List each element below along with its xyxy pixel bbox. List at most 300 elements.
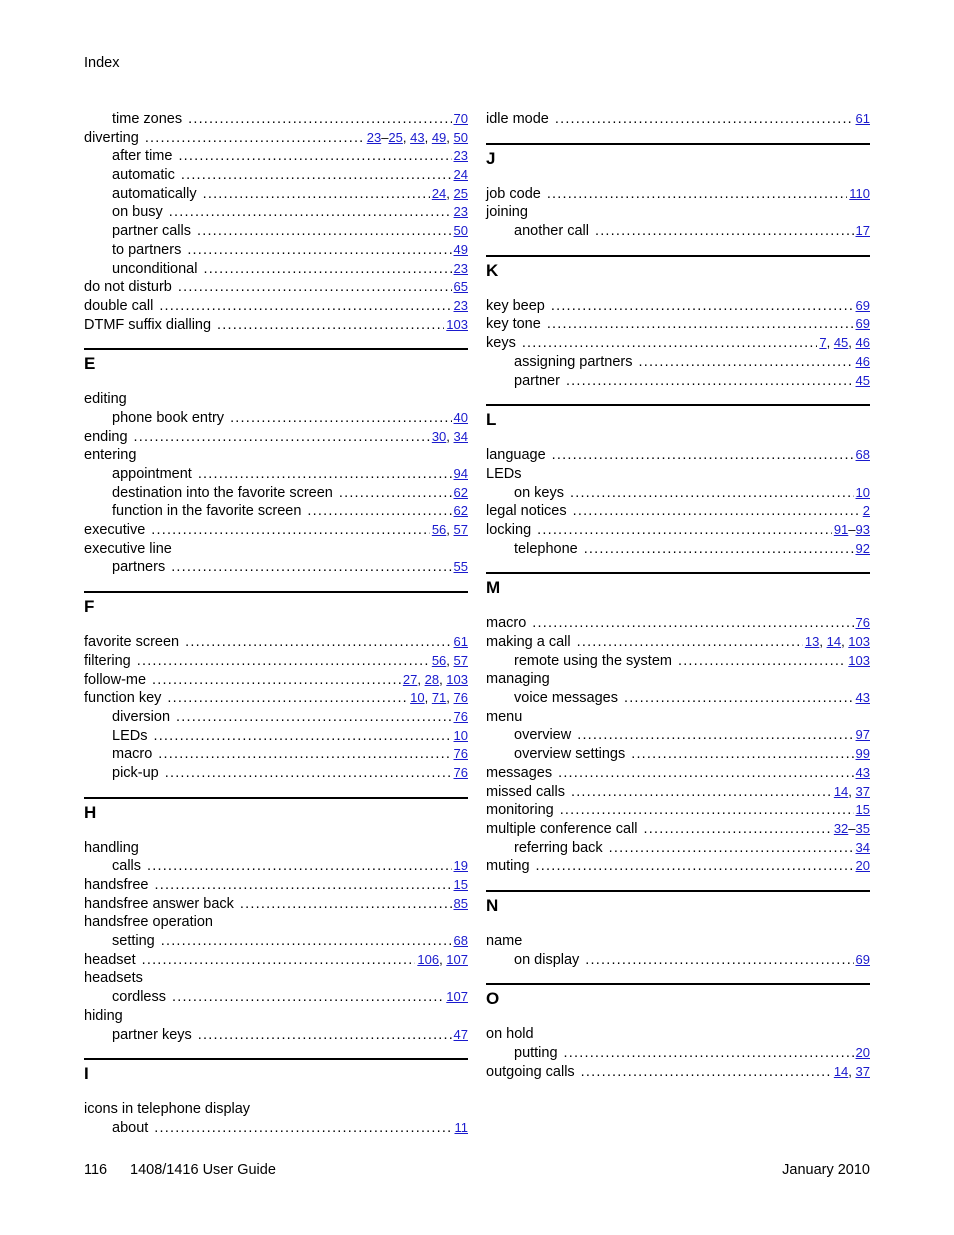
page-link[interactable]: 106 [417, 951, 440, 967]
page-link[interactable]: 14 [826, 634, 842, 649]
page-link[interactable]: 19 [453, 858, 468, 874]
section-heading [486, 572, 870, 614]
dot-leader [566, 372, 854, 391]
index-term: menu [486, 708, 523, 725]
page-link[interactable]: 103 [446, 316, 468, 332]
page-link[interactable]: 14 [833, 783, 849, 799]
page-link[interactable]: 62 [453, 484, 468, 500]
page-refs [863, 502, 870, 521]
index-term: muting [486, 858, 530, 875]
index-entry [486, 614, 870, 633]
index-term: macro [112, 746, 153, 763]
index-term: after time [112, 148, 173, 165]
page-refs [454, 502, 468, 521]
dot-leader [564, 1044, 854, 1063]
page-link[interactable]: 69 [855, 951, 870, 967]
page-link[interactable]: 37 [855, 1063, 870, 1079]
index-subentry [84, 857, 468, 876]
index-section-f [84, 591, 468, 783]
index-term: headset [84, 951, 136, 968]
page-refs [417, 951, 468, 970]
index-term: keys [486, 335, 516, 352]
page-link[interactable]: 43 [855, 690, 870, 706]
section-heading [486, 890, 870, 932]
index-subentry [84, 1026, 468, 1045]
page-refs [856, 540, 870, 559]
page-separator: , [446, 428, 454, 444]
index-subentry [486, 372, 870, 391]
index-subentry [486, 1044, 870, 1063]
page-link[interactable]: 17 [855, 223, 870, 239]
dot-leader [532, 614, 853, 633]
index-term: idle mode [486, 111, 549, 127]
page-link[interactable]: 23 [366, 129, 382, 145]
index-term: LEDs [486, 465, 522, 482]
dot-leader [134, 428, 430, 447]
index-term: on display [514, 951, 580, 968]
index-subentry [84, 764, 468, 783]
dot-leader [570, 484, 854, 503]
section-letter: M [486, 578, 501, 598]
index-entry [84, 652, 468, 671]
index-entry [84, 390, 468, 409]
page-separator: , [848, 783, 856, 799]
index-entries [486, 110, 870, 129]
page-link[interactable]: 103 [446, 671, 468, 687]
index-entry [84, 316, 468, 335]
page-link[interactable]: 34 [855, 839, 870, 855]
index-entry [84, 633, 468, 652]
page-link[interactable]: 68 [453, 933, 468, 949]
index-entry [486, 110, 870, 129]
page-link[interactable]: 24 [431, 185, 447, 201]
page-link[interactable]: 15 [855, 802, 870, 818]
index-entry [84, 689, 468, 708]
page-link[interactable]: 49 [453, 241, 468, 257]
dot-leader [185, 633, 451, 652]
page-link[interactable]: 76 [855, 615, 870, 631]
page-refs [856, 764, 870, 783]
index-term: calls [112, 858, 142, 875]
index-subentry [84, 1119, 468, 1138]
page-link[interactable]: 13 [804, 634, 820, 649]
dot-leader [585, 951, 853, 970]
page-link[interactable]: 107 [446, 951, 468, 967]
dot-leader [552, 446, 854, 465]
index-term: telephone [514, 540, 578, 557]
page-link[interactable]: 65 [453, 279, 468, 295]
page-refs [454, 745, 468, 764]
section-letter: L [486, 410, 497, 430]
index-term: function in the favorite screen [112, 503, 302, 520]
page-separator: , [402, 129, 411, 145]
page-link[interactable]: 56 [431, 652, 447, 668]
page-link[interactable]: 110 [849, 185, 870, 201]
section-heading [84, 348, 468, 390]
index-section-i [84, 1058, 468, 1137]
index-subentry [486, 353, 870, 372]
page-link[interactable]: 99 [855, 746, 870, 762]
page-refs [454, 222, 468, 241]
dot-leader [560, 801, 854, 820]
dot-leader [584, 540, 854, 559]
page-refs [856, 372, 870, 391]
dot-leader [217, 316, 444, 335]
page-refs [856, 297, 870, 316]
page-refs [454, 727, 468, 746]
page-refs [805, 633, 870, 652]
page-refs [454, 166, 468, 185]
page-separator: , [424, 690, 432, 706]
page-link[interactable]: 37 [855, 783, 870, 799]
page-link[interactable]: 50 [453, 223, 468, 239]
page-refs [834, 521, 870, 540]
dot-leader [577, 726, 853, 745]
dot-leader [159, 297, 451, 316]
index-entry [84, 913, 468, 932]
page-separator: , [446, 185, 454, 201]
page-link[interactable]: 92 [855, 540, 870, 556]
page-link[interactable]: 46 [855, 353, 870, 369]
index-term: favorite screen [84, 634, 180, 651]
index-subentry [486, 689, 870, 708]
page-link[interactable]: 14 [833, 1063, 849, 1079]
page-link[interactable]: 28 [424, 671, 440, 687]
section-heading [486, 404, 870, 446]
page-refs [856, 110, 870, 129]
index-section-n [486, 890, 870, 969]
index-subentry [486, 726, 870, 745]
page-link[interactable]: 91 [833, 521, 849, 537]
page-separator: , [819, 634, 827, 649]
index-term: partner [514, 372, 560, 389]
section-letter: H [84, 802, 97, 822]
page-link[interactable]: 50 [453, 129, 468, 145]
page-refs [454, 558, 468, 577]
page-refs [856, 857, 870, 876]
page-link[interactable]: 27 [402, 671, 418, 687]
dot-leader [631, 745, 853, 764]
page-link[interactable]: 107 [446, 989, 468, 1005]
index-subentry [84, 147, 468, 166]
section-letter: I [84, 1064, 89, 1084]
dot-leader [151, 521, 430, 540]
page-refs [454, 465, 468, 484]
page-link[interactable]: 23 [453, 204, 468, 220]
index-entry [84, 428, 468, 447]
index-term: function key [84, 690, 162, 707]
dot-leader [161, 932, 452, 951]
index-subentry [84, 484, 468, 503]
index-column-left [84, 110, 468, 1138]
page-link[interactable]: 61 [855, 111, 870, 126]
page-link[interactable]: 49 [431, 129, 447, 145]
index-entry [84, 446, 468, 465]
page-link[interactable]: 47 [453, 1026, 468, 1042]
index-term: referring back [514, 839, 603, 856]
index-subentry [84, 409, 468, 428]
page-link[interactable]: 10 [410, 690, 425, 706]
page-link[interactable]: 40 [453, 409, 468, 425]
page-link[interactable]: 35 [855, 820, 870, 836]
index-subentry [84, 727, 468, 746]
page-link[interactable]: 76 [453, 746, 468, 762]
index-subentry [84, 185, 468, 204]
page-link[interactable]: 70 [453, 111, 468, 126]
dot-leader [555, 110, 854, 129]
page-separator: , [446, 522, 454, 538]
index-term: putting [514, 1045, 558, 1061]
page-refs [856, 614, 870, 633]
page-link[interactable]: 94 [453, 466, 468, 481]
index-entry [486, 670, 870, 689]
page-link[interactable]: 25 [388, 129, 403, 145]
page-link[interactable]: 10 [855, 484, 870, 500]
index-entries [84, 110, 468, 334]
page-refs [454, 633, 468, 652]
dot-leader [558, 764, 853, 783]
page-link[interactable]: 93 [855, 521, 870, 537]
index-term: executive line [84, 540, 172, 557]
section-letter: F [84, 597, 95, 617]
index-entry [486, 801, 870, 820]
section-heading [84, 1058, 468, 1100]
index-subentry [84, 502, 468, 521]
index-entry [84, 297, 468, 316]
index-subentry [84, 988, 468, 1007]
dot-leader [178, 147, 451, 166]
index-term: editing [84, 391, 127, 408]
dot-leader [644, 820, 832, 839]
index-entry [486, 633, 870, 652]
page-refs [446, 316, 468, 335]
page-link[interactable]: 43 [410, 129, 425, 145]
index-entry [486, 297, 870, 316]
page-link[interactable]: 24 [453, 167, 468, 183]
index-section-l [486, 404, 870, 558]
page-refs [856, 839, 870, 858]
dot-leader [624, 689, 854, 708]
index-term: key beep [486, 297, 545, 314]
page-link[interactable]: 46 [855, 335, 870, 351]
index-term: filtering [84, 652, 131, 669]
index-entry [84, 671, 468, 690]
index-term: missed calls [486, 783, 565, 800]
index-entry [84, 839, 468, 858]
page-refs [454, 278, 468, 297]
page-refs [454, 260, 468, 279]
page-link[interactable]: 45 [833, 335, 849, 351]
index-term: do not disturb [84, 279, 172, 296]
index-term: job code [486, 185, 541, 202]
index-term: LEDs [112, 727, 148, 744]
dot-leader [547, 185, 847, 204]
page-refs [856, 745, 870, 764]
index-entry [84, 951, 468, 970]
dot-leader [145, 129, 365, 148]
index-entry [84, 876, 468, 895]
index-column-right [486, 110, 870, 1081]
index-entry [84, 540, 468, 559]
index-term: overview [514, 727, 572, 744]
index-entry [486, 185, 870, 204]
index-entry [84, 521, 468, 540]
page-link[interactable]: 62 [453, 503, 468, 519]
index-term: monitoring [486, 802, 554, 819]
index-subentry [84, 110, 468, 129]
page-link[interactable]: 85 [453, 895, 468, 911]
index-subentry [84, 708, 468, 727]
page-refs [454, 203, 468, 222]
page-separator: , [424, 129, 432, 145]
index-term: partner keys [112, 1026, 192, 1043]
dot-leader [547, 315, 854, 334]
page-link[interactable]: 76 [453, 708, 468, 724]
page-link[interactable]: 69 [855, 316, 870, 332]
dot-leader [153, 727, 451, 746]
dot-leader [639, 353, 854, 372]
index-section-e [84, 348, 468, 577]
page-refs [856, 801, 870, 820]
page-link[interactable]: 76 [453, 764, 468, 780]
index-entry [486, 315, 870, 334]
index-term: outgoing calls [486, 1063, 575, 1080]
dot-leader [176, 708, 452, 727]
page-link[interactable]: 76 [453, 690, 468, 706]
index-entry [486, 1025, 870, 1044]
page-refs [454, 484, 468, 503]
page-refs [834, 1063, 870, 1082]
page-link[interactable]: 56 [431, 522, 447, 538]
page-link[interactable]: 34 [453, 428, 468, 444]
page-link[interactable]: 61 [453, 634, 468, 650]
index-entry [486, 820, 870, 839]
page-link[interactable]: 103 [848, 652, 870, 668]
dot-leader [171, 558, 451, 577]
page-link[interactable]: 71 [431, 690, 447, 706]
dot-leader [240, 895, 452, 914]
dot-leader [198, 1026, 452, 1045]
page-refs [410, 689, 468, 708]
index-entry [84, 969, 468, 988]
page-link[interactable]: 25 [453, 185, 468, 201]
page-refs [455, 1119, 469, 1138]
page-separator: , [446, 690, 454, 706]
index-section-h [84, 797, 468, 1045]
page-refs [454, 876, 468, 895]
page-link[interactable]: 97 [855, 727, 870, 743]
section-heading [84, 797, 468, 839]
index-subentry [84, 241, 468, 260]
page-refs [856, 1044, 870, 1063]
page-link[interactable]: 103 [848, 634, 870, 649]
index-term: on keys [514, 484, 564, 501]
page-refs [856, 353, 870, 372]
page-link[interactable]: 32 [833, 820, 849, 836]
page-header: Index [84, 55, 120, 71]
dot-leader [551, 297, 854, 316]
index-entry [486, 932, 870, 951]
page-link[interactable]: 20 [855, 858, 870, 874]
index-term: handsfree operation [84, 914, 213, 931]
page-link[interactable]: 7 [819, 335, 827, 351]
page-link[interactable]: 15 [453, 877, 468, 892]
dot-leader [167, 689, 408, 708]
index-term: assigning partners [514, 353, 633, 370]
page-link[interactable]: 57 [453, 652, 468, 668]
index-term: to partners [112, 241, 182, 258]
page-link[interactable]: 55 [453, 559, 468, 575]
dot-leader [536, 857, 854, 876]
page-link[interactable]: 20 [855, 1045, 870, 1060]
page-separator: , [848, 1063, 856, 1079]
section-heading [486, 143, 870, 185]
page-link[interactable]: 23 [453, 297, 468, 313]
page-link[interactable]: 43 [855, 764, 870, 780]
page-refs [446, 988, 468, 1007]
page-refs [856, 689, 870, 708]
index-section-o [486, 983, 870, 1081]
dot-leader [147, 857, 452, 876]
page-refs [432, 652, 468, 671]
dot-leader [154, 1119, 452, 1138]
page-link[interactable]: 68 [855, 447, 870, 463]
dot-leader [678, 652, 846, 671]
index-term: macro [486, 615, 527, 632]
index-term: about [112, 1119, 149, 1136]
page-refs [454, 1026, 468, 1045]
section-letter: E [84, 354, 96, 374]
page-link[interactable]: 10 [453, 727, 468, 743]
page-link[interactable]: 23 [453, 148, 468, 164]
page-refs [454, 932, 468, 951]
page-link[interactable]: 30 [431, 428, 447, 444]
dot-leader [165, 764, 452, 783]
dot-leader [609, 839, 854, 858]
page-refs [856, 446, 870, 465]
dot-leader [577, 633, 803, 652]
index-entry [84, 278, 468, 297]
index-entry [84, 895, 468, 914]
page-link[interactable]: 2 [862, 503, 870, 519]
dot-leader [142, 951, 416, 970]
index-term: setting [112, 933, 155, 950]
index-subentry [486, 839, 870, 858]
index-term: on hold [486, 1026, 534, 1043]
dot-leader [595, 222, 854, 241]
index-term: destination into the favorite screen [112, 484, 333, 501]
index-term: handsfree [84, 877, 149, 893]
index-entry [486, 857, 870, 876]
footer-date: January 2010 [782, 1162, 870, 1178]
page-link[interactable]: 57 [453, 522, 468, 538]
index-term: diverting [84, 129, 139, 146]
page-link[interactable]: 23 [453, 260, 468, 276]
index-term: icons in telephone display [84, 1101, 251, 1118]
index-term: managing [486, 671, 550, 688]
index-entry [486, 764, 870, 783]
index-term: remote using the system [514, 652, 672, 669]
index-subentry [84, 203, 468, 222]
index-term: double call [84, 297, 154, 314]
page-link[interactable]: 11 [454, 1119, 468, 1135]
index-term: follow-me [84, 671, 147, 688]
index-subentry [84, 260, 468, 279]
page-separator: – [848, 820, 856, 836]
page-link[interactable]: 45 [855, 372, 870, 388]
page-link[interactable]: 69 [855, 297, 870, 313]
index-subentry [486, 745, 870, 764]
